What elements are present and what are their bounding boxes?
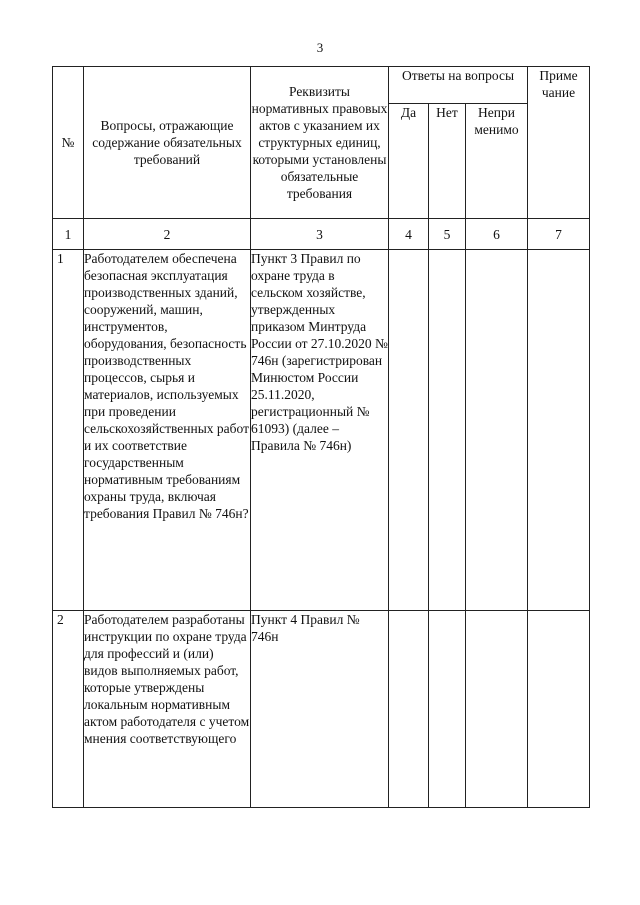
column-number: 4 — [389, 219, 429, 250]
header-requisites: Реквизиты нормативных правовых актов с указанием их структурных единиц, которыми установлены обязательные требования — [251, 67, 389, 219]
note-cell[interactable] — [528, 611, 590, 808]
header-answer-no: Нет — [429, 104, 466, 219]
column-number: 3 — [251, 219, 389, 250]
row-requisites: Пункт 4 Правил № 746н — [251, 611, 389, 808]
row-number: 2 — [53, 611, 84, 808]
row-question: Работодателем разработаны инструкции по охране труда для профессий и (или) видов выполняемых работ, которые утверждены локальным нормативным актом работодателя с учетом мнения соответствующего — [84, 611, 251, 808]
header-note: Приме чание — [528, 67, 590, 219]
header-answers: Ответы на вопросы — [389, 67, 528, 104]
note-cell[interactable] — [528, 250, 590, 611]
requirements-table — [52, 66, 590, 808]
row-number: 1 — [53, 250, 84, 611]
row-question: Работодателем обеспечена безопасная эксплуатация производственных зданий, сооружений, машин, инструментов, оборудования, безопасность производственных процессов, сырья и материалов, используемых при проведении сельскохозяйственных работ и их соответствие государственным нормативным требованиям охраны труда, включая требования Правил № 746н? — [84, 250, 251, 611]
answer-yes-cell[interactable] — [389, 611, 429, 808]
column-number: 7 — [528, 219, 590, 250]
row-requisites: Пункт 3 Правил по охране труда в сельском хозяйстве, утвержденных приказом Минтруда России от 27.10.2020 № 746н (зарегистрирован Минюстом России 25.11.2020, регистрационный № 61093) (далее – Правила № 746н) — [251, 250, 389, 611]
table-row — [53, 250, 590, 611]
page-number: 3 — [316, 40, 324, 55]
header-answer-na: Непри менимо — [466, 104, 528, 219]
header-question: Вопросы, отражающие содержание обязательных требований — [84, 67, 251, 219]
column-number-row — [53, 219, 590, 250]
answer-na-cell[interactable] — [466, 611, 528, 808]
column-number: 2 — [84, 219, 251, 250]
column-number: 6 — [466, 219, 528, 250]
answer-na-cell[interactable] — [466, 250, 528, 611]
table-row — [53, 611, 590, 808]
column-number: 5 — [429, 219, 466, 250]
answer-no-cell[interactable] — [429, 611, 466, 808]
answer-yes-cell[interactable] — [389, 250, 429, 611]
header-row-top — [53, 67, 590, 104]
header-answer-yes: Да — [389, 104, 429, 219]
column-number: 1 — [53, 219, 84, 250]
header-no: № — [53, 67, 84, 219]
answer-no-cell[interactable] — [429, 250, 466, 611]
